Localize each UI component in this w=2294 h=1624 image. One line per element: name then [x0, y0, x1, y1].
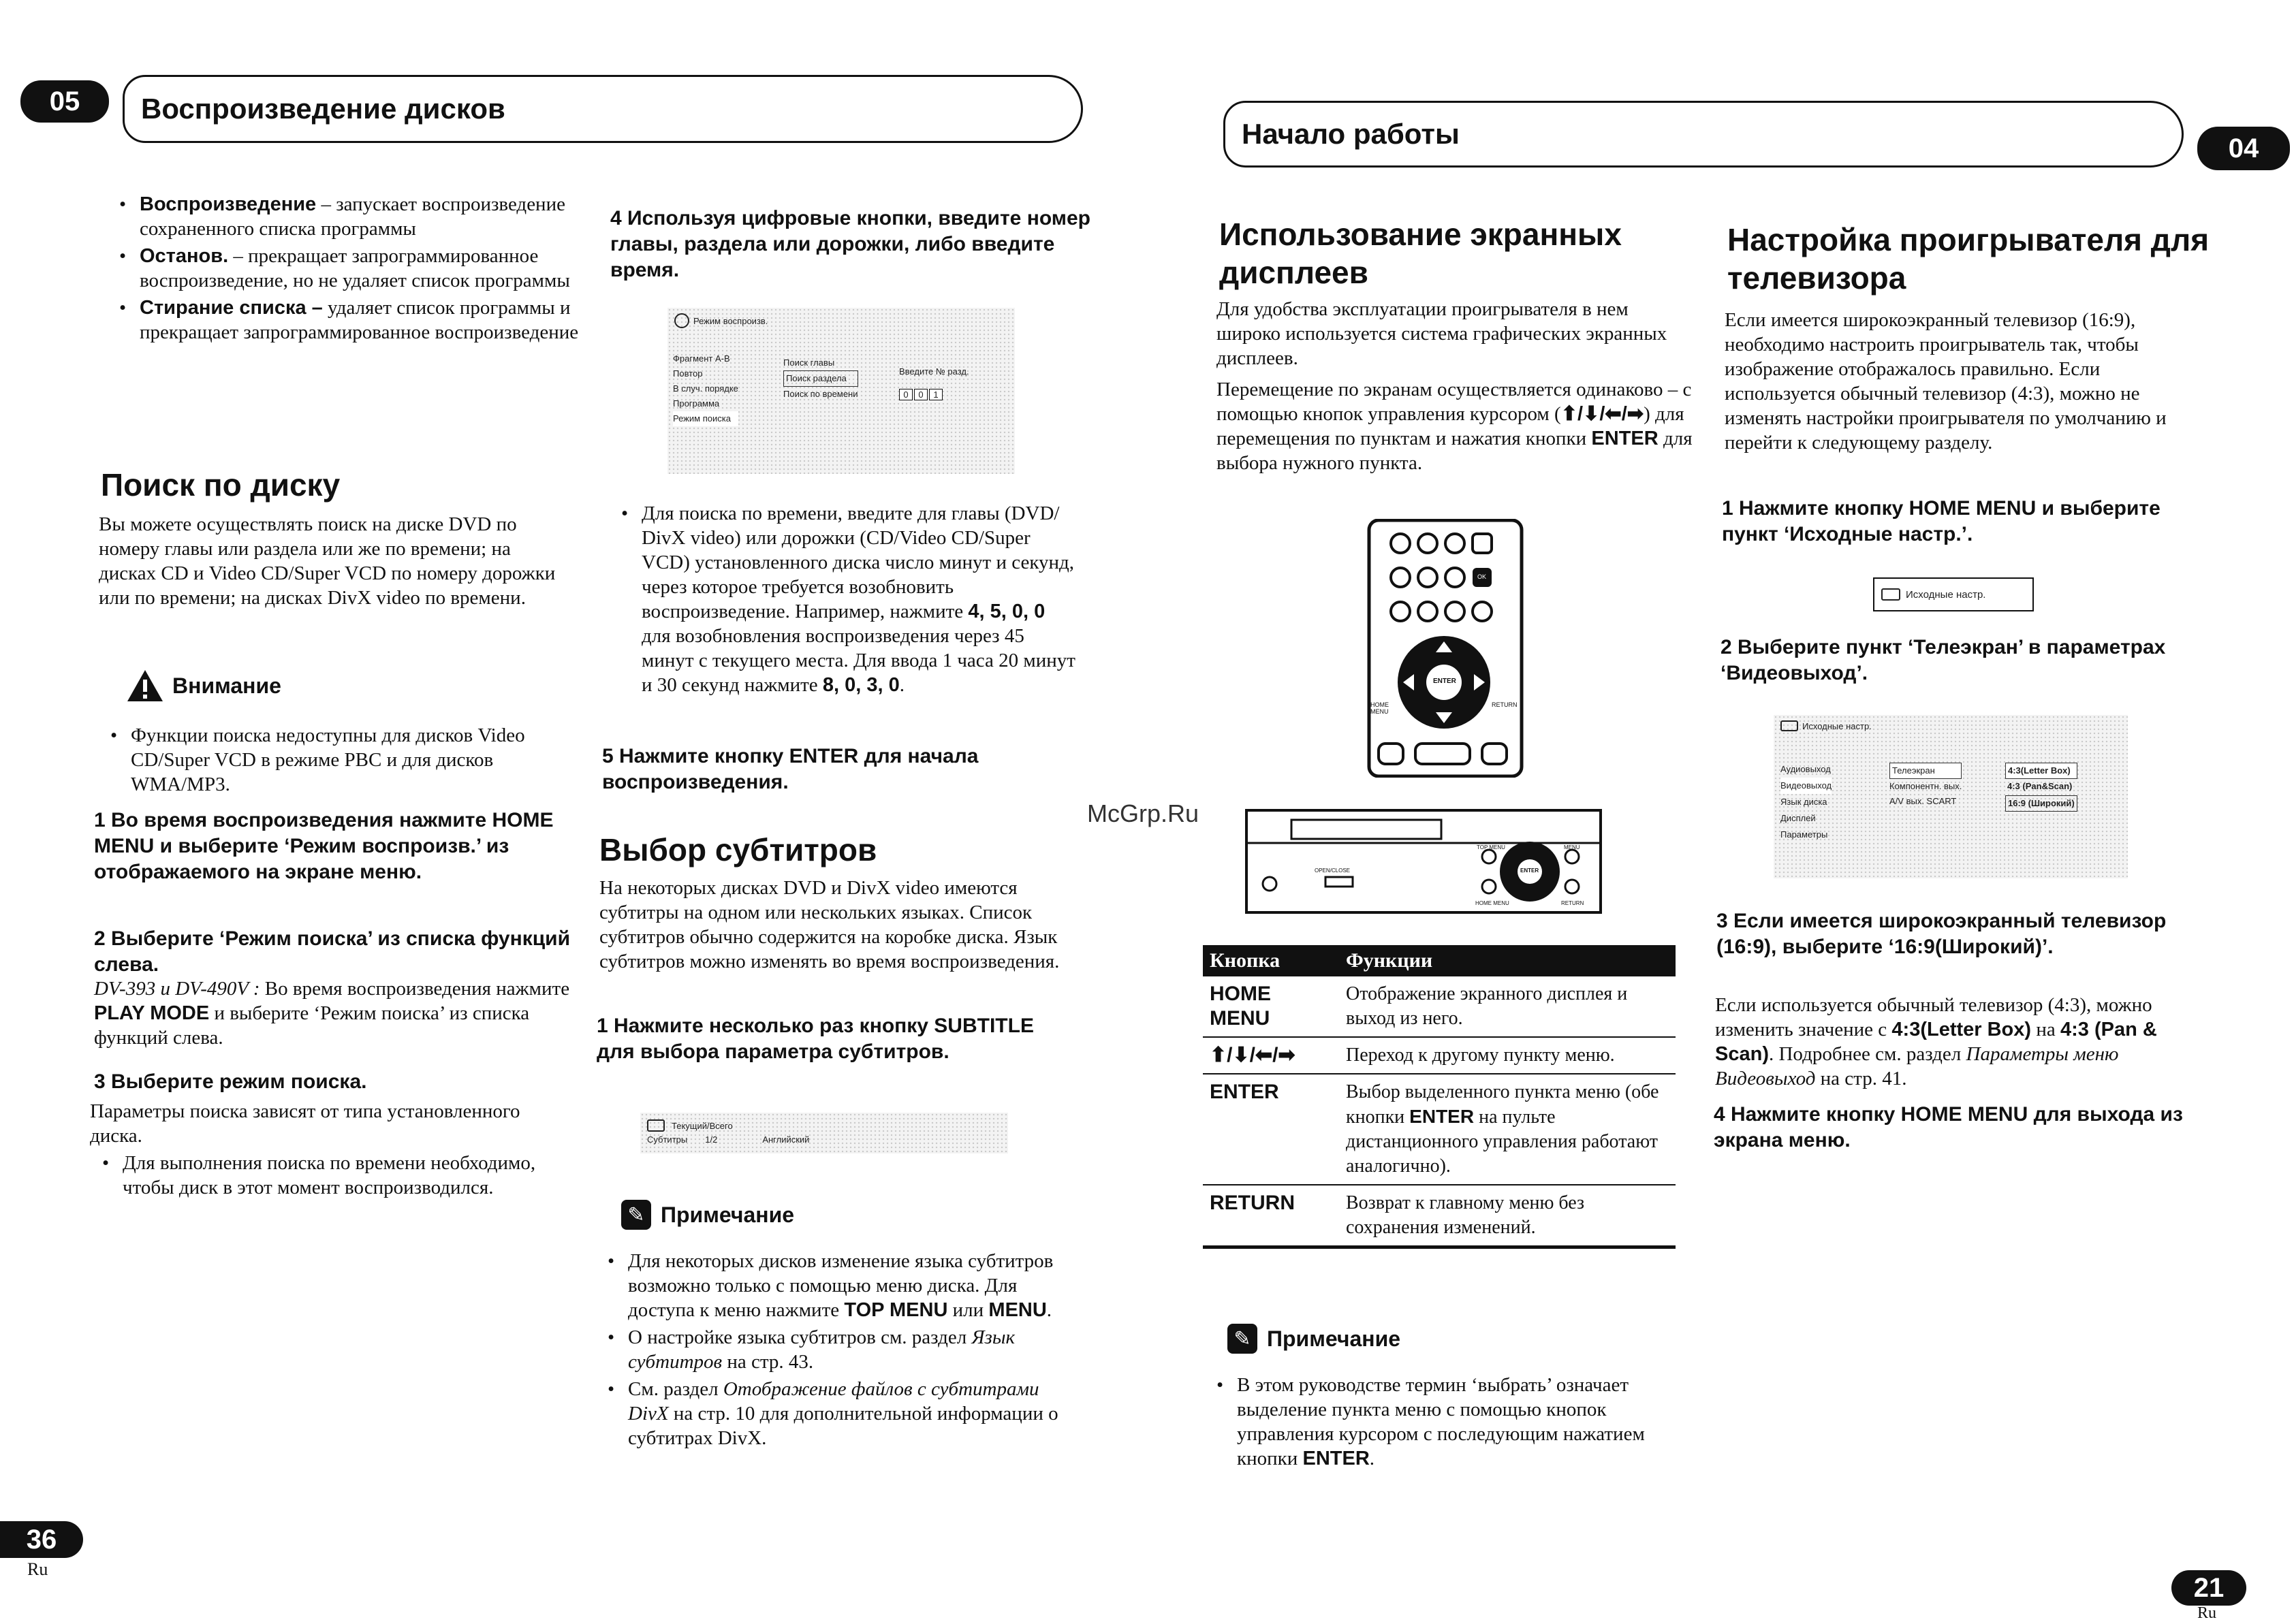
right-note-heading	[1227, 1324, 1400, 1354]
page-lang-right: Ru	[2197, 1604, 2217, 1622]
osd-title: Использование экранных дисплеев	[1219, 217, 1622, 290]
player-return-label: RETURN	[1561, 900, 1584, 906]
right-note-text-b: .	[1369, 1448, 1375, 1469]
play-menu-item: Повтор	[673, 368, 703, 379]
search-step-3-list	[102, 1151, 552, 1200]
setup-menu-item: Видеовыход	[1780, 778, 1832, 794]
left-note-list	[608, 1249, 1078, 1450]
setup-menu-item: Язык диска	[1780, 797, 1827, 807]
right-note-text-a: В этом руководстве термин ‘выбрать’ означает выделение пункта меню с помощью кнопок управления курсором с последующим нажатием кнопки	[1237, 1374, 1645, 1469]
osd-enter-key: ENTER	[1591, 428, 1659, 449]
time-text-c: .	[899, 674, 905, 696]
digit-box: 0	[899, 389, 913, 400]
note1-mid: или	[947, 1299, 989, 1321]
table-row	[1203, 1074, 1676, 1185]
note-pencil-icon: ✎	[621, 1200, 651, 1230]
right-note-key: ENTER	[1302, 1448, 1370, 1469]
setup-screen-title: Исходные настр.	[1802, 720, 1872, 731]
table-key: ENTER	[1203, 1074, 1339, 1185]
setup-menu-item: Дисплей	[1780, 813, 1816, 823]
caution-item: • Функции поиска недоступны для дисков Video CD/Super VCD в режиме PBC и для дисков WMA/MP3.	[110, 723, 574, 797]
panscan-key: 4:3 (Pan & Scan)	[1715, 1019, 2157, 1065]
table-header-key: Кнопка	[1203, 945, 1339, 976]
remote-enter-label: ENTER	[1433, 678, 1456, 685]
right-header	[1223, 101, 2184, 168]
left-note-item	[608, 1325, 1078, 1374]
setup-menu-item: Параметры	[1780, 829, 1828, 840]
time-keys-2: 8, 0, 3, 0	[822, 674, 900, 696]
subtitle-icon	[647, 1119, 665, 1132]
note3-text-b: на стр. 10 для дополнительной информации о субтитрах DivX.	[628, 1403, 1058, 1449]
player-home-label: HOME MENU	[1475, 900, 1509, 906]
play-mode-key: PLAY MODE	[94, 1002, 210, 1024]
watermark: McGrp.Ru	[1087, 799, 1199, 827]
function-table	[1203, 945, 1676, 1249]
program-item-text: – запускает воспроизведение сохраненного списка программы	[140, 193, 565, 240]
play-option: Поиск по времени	[783, 389, 858, 399]
caution-list	[110, 723, 574, 797]
setup-menu-item: Аудиовыход	[1780, 764, 1831, 774]
note2-ref: Язык субтитров	[628, 1326, 1016, 1373]
play-mode-screen	[667, 308, 1015, 474]
time-text-b: для возобновления воспроизведения через 45 минут с текущего места. Для ввода 1 часа 20 минут и 30 секунд нажмите	[642, 625, 1075, 696]
play-option: Поиск раздела	[783, 370, 858, 387]
disc-icon	[674, 313, 689, 328]
tv-step-2: 2 Выберите пункт ‘Телеэкран’ в параметрах ‘Видеовыход’.	[1720, 636, 2166, 684]
remote-return-label: RETURN	[1492, 701, 1518, 708]
right-note-item	[1216, 1373, 1666, 1471]
letterbox-key: 4:3(Letter Box)	[1891, 1019, 2032, 1040]
subtitle-text: На некоторых дисках DVD и DivX video имеются субтитры на одном или нескольких языках. Список субтитров обычно содержится на коробке диска. Язык субтитров можно изменять во время воспроизведения.	[599, 877, 1060, 972]
table-function	[1339, 1074, 1676, 1185]
program-item-text: – прекращает запрограммированное воспроизведение, но не удаляет список программы	[140, 245, 570, 291]
tv-step-3-b: . Подробнее см. раздел	[1768, 1043, 1966, 1065]
chapter-tab-left: 05	[20, 80, 109, 123]
setup-param: Телеэкран	[1889, 763, 1962, 779]
note3-ref: Отображение файлов с субтитрами DivX	[628, 1378, 1039, 1424]
search-step-1: 1 Во время воспроизведения нажмите HOME MENU и выберите ‘Режим воспроизв.’ из отображаемого на экране меню.	[94, 809, 554, 883]
note3-text-a: См. раздел	[628, 1378, 723, 1400]
video-output-ref: Параметры меню Видеовыход	[1715, 1043, 2119, 1089]
time-search-list	[621, 501, 1078, 697]
page-number-left: 36	[0, 1521, 83, 1558]
page-number-right: 21	[2171, 1570, 2246, 1606]
remote-home-label: HOME MENU	[1370, 701, 1389, 715]
table-function: Возврат к главному меню без сохранения изменений.	[1339, 1185, 1676, 1247]
left-header-title: Воспроизведение дисков	[141, 93, 505, 125]
play-menu-item: Программа	[673, 398, 720, 409]
search-step-2: 2 Выберите ‘Режим поиска’ из списка функций слева.	[94, 927, 571, 976]
osd-text-2	[1216, 377, 1693, 475]
search-step-3-item: • Для выполнения поиска по времени необходимо, чтобы диск в этот момент воспроизводился.	[102, 1151, 552, 1200]
osd-text-2c: для выбора нужного пункта.	[1216, 428, 1693, 474]
setup-param: Компонентн. вых.	[1889, 781, 1962, 791]
search-step-5: 5 Нажмите кнопку ENTER для начала воспроизведения.	[602, 745, 979, 793]
settings-icon	[1780, 720, 1798, 731]
enter-text-b: на пульте дистанционного управления работают аналогично).	[1346, 1106, 1658, 1177]
chapter-tab-right: 04	[2197, 127, 2290, 170]
right-header-title: Начало работы	[1242, 118, 1460, 150]
top-menu-key: TOP MENU	[844, 1299, 948, 1321]
player-enter-label: ENTER	[1520, 867, 1539, 874]
note2-text-b: на стр. 43.	[722, 1351, 814, 1373]
caution-heading	[126, 669, 281, 703]
subtitle-step-1: 1 Нажмите несколько раз кнопку SUBTITLE для выбора параметра субтитров.	[597, 1015, 1034, 1063]
subtitle-title: Выбор субтитров	[599, 832, 877, 867]
right-note-title: Примечание	[1267, 1326, 1401, 1351]
play-option: Поиск главы	[783, 357, 835, 368]
table-row	[1203, 1037, 1676, 1074]
left-header	[123, 75, 1083, 143]
program-item-term: Воспроизведение	[140, 193, 317, 215]
program-item-term: Стирание списка –	[140, 297, 323, 319]
play-menu-item: Фрагмент A-B	[673, 353, 730, 364]
left-note-item	[608, 1249, 1078, 1322]
digit-box: 1	[929, 389, 943, 400]
left-note-heading	[621, 1200, 794, 1230]
right-note-list	[1216, 1373, 1666, 1471]
search-step-4: 4 Используя цифровые кнопки, введите номер главы, раздела или дорожки, либо введите время.	[610, 207, 1090, 281]
table-function: Отображение экранного дисплея и выход из него.	[1339, 976, 1676, 1037]
dvd-player-illustration	[1244, 802, 1612, 932]
digit-box: 0	[914, 389, 928, 400]
program-item	[119, 296, 582, 345]
play-prompt: Введите № разд.	[899, 366, 969, 377]
tv-setup-title: Настройка проигрывателя для телевизора	[1727, 222, 2210, 296]
sub-screen-header: Текущий/Всего	[672, 1120, 733, 1131]
table-row	[1203, 1185, 1676, 1247]
osd-text-1: Для удобства эксплуатации проигрывателя в нем широко используется система графических экранных дисплеев.	[1216, 298, 1667, 369]
sub-screen-value: 1/2	[705, 1134, 718, 1145]
osd-text-2b: ) для перемещения по пунктам и нажатия кнопки	[1216, 403, 1684, 449]
enter-text-key: ENTER	[1409, 1106, 1475, 1127]
osd-arrow-keys: ⬆/⬇/⬅/➡	[1560, 403, 1644, 425]
search-step-2-text	[94, 976, 571, 1050]
search-step-3: 3 Выберите режим поиска.	[94, 1070, 367, 1093]
remote-ok-label: OK	[1477, 573, 1487, 580]
program-item-text: удаляет список программы и прекращает запрограммированное воспроизведение	[140, 297, 579, 343]
program-item	[119, 192, 582, 241]
enter-text-a: Выбор выделенного пункта меню (обе кнопки	[1346, 1081, 1659, 1128]
tv-step-1: 1 Нажмите кнопку HOME MENU и выберите пункт ‘Исходные настр.’.	[1722, 497, 2161, 545]
table-header-row	[1203, 945, 1676, 976]
setup-value: 16:9 (Широкий)	[2005, 795, 2077, 812]
player-top-label: TOP MENU	[1477, 844, 1505, 850]
play-menu-item: В случ. порядке	[673, 383, 738, 394]
program-item-list	[119, 192, 582, 345]
program-item	[119, 244, 582, 293]
left-note-item	[608, 1377, 1078, 1450]
player-menu-label: MENU	[1564, 844, 1580, 850]
tv-step-3-a: Если используется обычный телевизор (4:3), можно изменить значение с	[1715, 994, 2152, 1040]
table-key: HOME MENU	[1203, 976, 1339, 1037]
table-key: ⬆/⬇/⬅/➡	[1203, 1037, 1339, 1074]
setup-param: A/V вых. SCART	[1889, 796, 1957, 806]
initial-settings-box	[1873, 577, 2034, 611]
sub-screen-label: Субтитры	[647, 1134, 688, 1145]
search-step-3-text: Параметры поиска зависят от типа установленного диска.	[90, 1100, 520, 1147]
table-header-function: Функции	[1339, 945, 1676, 976]
table-row	[1203, 976, 1676, 1037]
time-keys-1: 4, 5, 0, 0	[968, 601, 1046, 622]
caution-title: Внимание	[172, 673, 281, 698]
sub-screen-lang: Английский	[762, 1134, 810, 1145]
table-key: RETURN	[1203, 1185, 1339, 1247]
step-2-text-a: Во время воспроизведения нажмите	[260, 978, 570, 1000]
remote-control-illustration	[1364, 519, 1527, 778]
play-screen-title: Режим воспроизв.	[693, 315, 768, 326]
step-2-text-b: и выберите ‘Режим поиска’ из списка функций слева.	[94, 1002, 530, 1049]
tv-step-4: 4 Нажмите кнопку HOME MENU для выхода из экрана меню.	[1714, 1103, 2183, 1151]
tv-step-3: 3 Если имеется широкоэкранный телевизор (16:9), выберите ‘16:9(Широкий)’.	[1716, 910, 2167, 958]
time-text-a: Для поиска по времени, введите для главы (DVD/ DivX video) или дорожки (CD/Video CD/Super VCD) установленного диска число минут и секунд, через которое требуется возобновить воспроизведение. Например, нажмите	[642, 503, 1075, 622]
note2-text-a: О настройке языка субтитров см. раздел	[628, 1326, 972, 1348]
search-text: Вы можете осуществлять поиск на диске DVD по номеру главы или раздела или же по времени; на дисках CD и Video CD/Super VCD по номеру дорожки или по времени; на дисках DivX video по времени.	[99, 513, 556, 609]
search-title: Поиск по диску	[101, 467, 341, 503]
player-open-label: OPEN/CLOSE	[1315, 867, 1351, 874]
program-item-term: Останов.	[140, 245, 229, 267]
note1-end: .	[1046, 1299, 1052, 1321]
tv-setup-text: Если имеется широкоэкранный телевизор (16:9), необходимо настроить проигрыватель так, чтобы изображение отображалось правильно. Если используется обычный телевизор (4:3), можно не изменять настройки проигрывателя по умолчанию и перейти к следующему разделу.	[1725, 309, 2167, 453]
tv-step-3-mid: на	[2031, 1019, 2060, 1040]
subtitle-screen	[640, 1113, 1008, 1153]
menu-key: MENU	[988, 1299, 1047, 1321]
note1-text-a: Для некоторых дисков изменение языка субтитров возможно только с помощью меню диска. Для доступа к меню нажмите	[628, 1250, 1054, 1321]
setup-value: 4:3 (Pan&Scan)	[2007, 781, 2073, 791]
left-note-title: Примечание	[661, 1202, 795, 1227]
tv-step-3-text	[1715, 993, 2192, 1091]
time-search-item	[621, 501, 1078, 697]
settings-icon	[1881, 588, 1900, 601]
warning-icon	[126, 669, 164, 703]
play-menu-item: Режим поиска	[673, 411, 738, 426]
osd-text-2a: Перемещение по экранам осуществляется одинаково – с помощью кнопок управления курсором (	[1216, 379, 1692, 425]
note-pencil-icon: ✎	[1227, 1324, 1257, 1354]
model-names: DV-393 и DV-490V :	[94, 978, 260, 1000]
page-lang-left: Ru	[27, 1559, 48, 1579]
table-function: Переход к другому пункту меню.	[1339, 1037, 1676, 1074]
tv-step-3-c: на стр. 41.	[1815, 1068, 1907, 1089]
initial-settings-label: Исходные настр.	[1906, 588, 1986, 601]
setup-value: 4:3(Letter Box)	[2005, 763, 2077, 779]
setup-screen	[1774, 715, 2128, 878]
